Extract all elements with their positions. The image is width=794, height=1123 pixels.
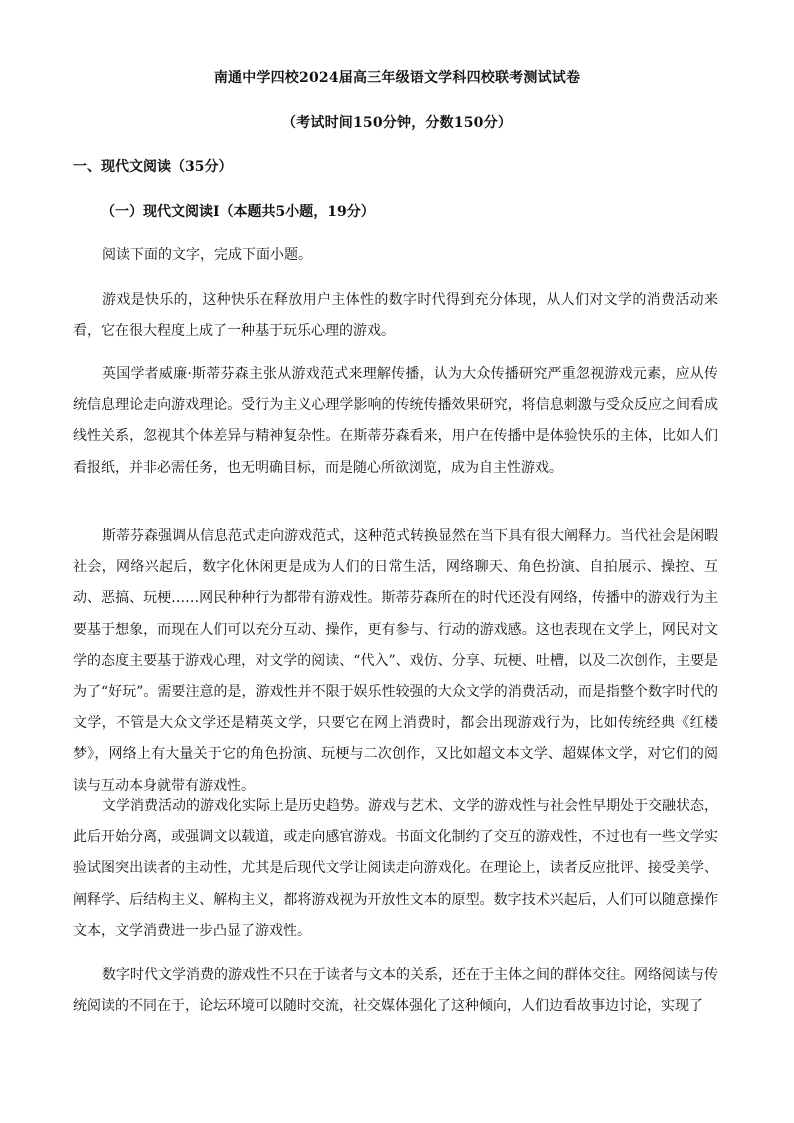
exam-info: （考试时间150分钟，分数150分） xyxy=(281,115,513,131)
paragraph: 游戏是快乐的，这种快乐在释放用户主体性的数字时代得到充分体现，从人们对文学的消费活动来看，它在很大程度上成了一种基于玩乐心理的游戏。 xyxy=(73,292,718,340)
document-title: 南通中学四校2024届高三年级语文学科四校联考测试试卷 xyxy=(213,70,581,86)
paragraph: 英国学者威廉·斯蒂芬森主张从游戏范式来理解传播，认为大众传播研究严重忽视游戏元素，应从传统信息理论走向游戏理论。受行为主义心理学影响的传统传播效果研究，将信息刺激与受众反应之间看成线性关系，忽视其个体差异与精神复杂性。在斯蒂芬森看来，用户在传播中是体验快乐的主体，比如人们看报纸，并非必需任务，也无明确目标，而是随心所欲浏览，成为自主性游戏。 xyxy=(73,366,718,476)
section-heading: 一、现代文阅读（35分） xyxy=(73,159,233,175)
paragraph: 数字时代文学消费的游戏性不只在于读者与文本的关系，还在于主体之间的群体交往。网络阅读与传统阅读的不同在于，论坛环境可以随时交流，社交媒体强化了这种倾向，人们边看故事边讨论，实现了 xyxy=(73,967,718,1015)
paragraph: 文学消费活动的游戏化实际上是历史趋势。游戏与艺术、文学的游戏性与社会性早期处于交融状态，此后开始分离，或强调文以载道，或走向感官游戏。书面文化制约了交互的游戏性，不过也有一些文学实验试图突出读者的主动性，尤其是后现代文学让阅读走向游戏化。在理论上，读者反应批评、接受美学、阐释学、后结构主义、解构主义，都将游戏视为开放性文本的原型。数字技术兴起后，人们可以随意操作文本，文学消费进一步凸显了游戏性。 xyxy=(73,798,718,939)
paragraph: 斯蒂芬森强调从信息范式走向游戏范式，这种范式转换显然在当下具有很大阐释力。当代社会是闲暇社会，网络兴起后，数字化休闲更是成为人们的日常生活，网络聊天、角色扮演、自拍展示、操控、互动、恶搞、玩梗……网民种种行为都带有游戏性。斯蒂芬森所在的时代还没有网络，传播中的游戏行为主要基于想象，而现在人们可以充分互动、操作，更有参与、行动的游戏感。这也表现在文学上，网民对文学的态度主要基于游戏心理，对文学的阅读、“代入”、戏仿、分享、玩梗、吐槽，以及二次创作，主要是为了“好玩”。需要注意的是，游戏性并不限于娱乐性较强的大众文学的消费活动，而是指整个数字时代的文学，不管是大众文学还是精英文学，只要它在网上消费时，都会出现游戏行为，比如传统经典《红楼梦》，网络上有大量关于它的角色扮演、玩梗与二次创作，又比如超文本文学、超媒体文学，对它们的阅读与互动本身就带有游戏性。 xyxy=(73,528,718,794)
subsection-heading: （一）现代文阅读Ⅰ（本题共5小题，19分） xyxy=(101,204,375,220)
paragraph-instruction: 阅读下面的文字，完成下面小题。 xyxy=(102,247,312,263)
